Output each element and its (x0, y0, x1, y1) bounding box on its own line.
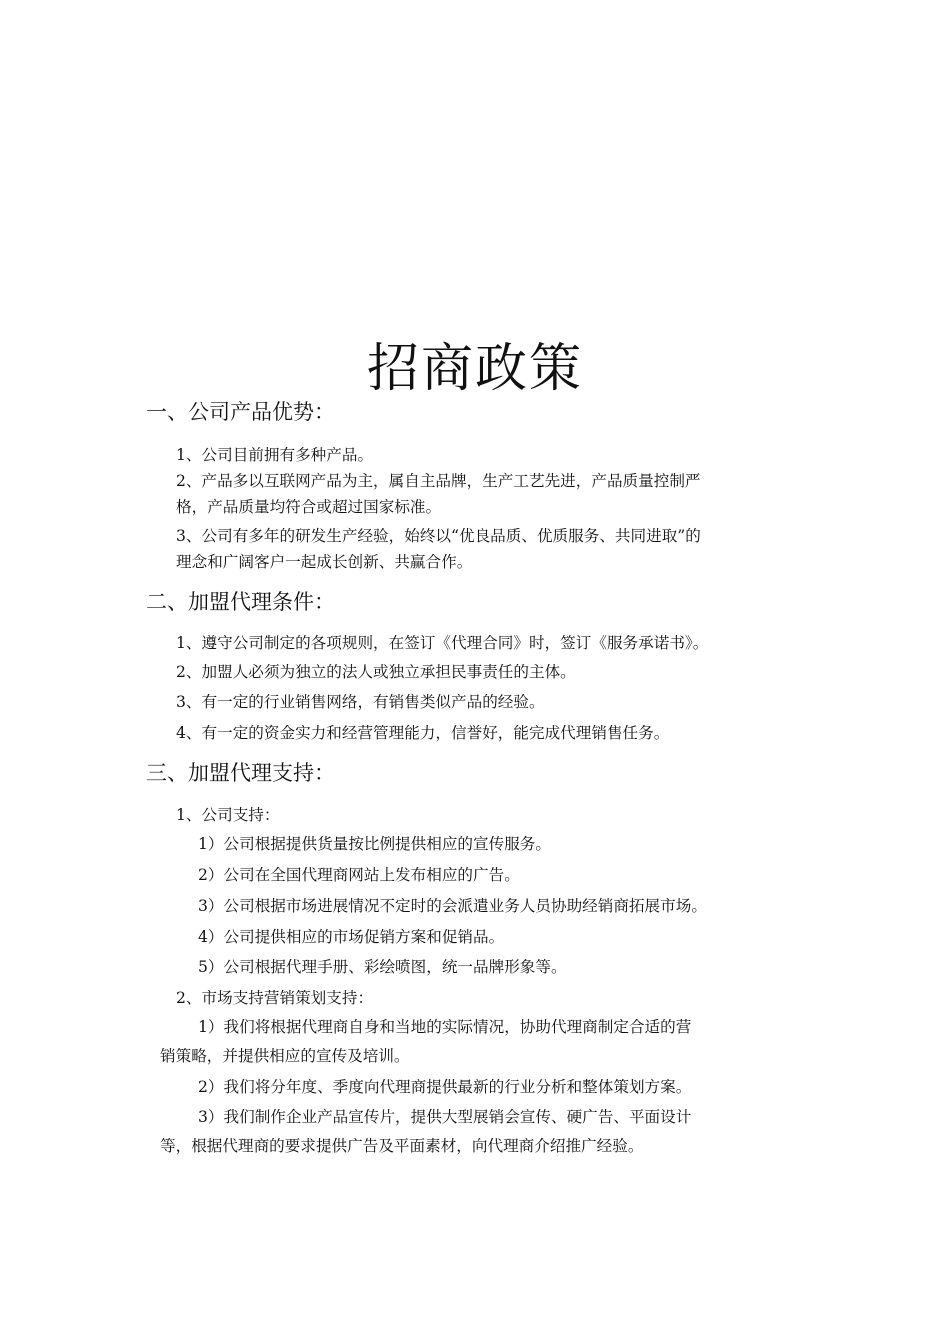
paragraph-line: 2、市场支持营销策划支持： (176, 989, 374, 1007)
paragraph-line: 3、有一定的行业销售网络，有销售类似产品的经验。 (176, 693, 545, 711)
paragraph-line: 2、产品多以互联网产品为主，属自主品牌，生产工艺先进，产品质量控制严 (176, 472, 701, 490)
section-heading-franchise-support: 三、加盟代理支持： (146, 761, 335, 785)
paragraph-line: 3、公司有多年的研发生产经验，始终以“优良品质、优质服务、共同进取”的 (176, 527, 701, 545)
paragraph-line: 1、公司支持： (176, 806, 280, 824)
paragraph-line: 3）公司根据市场进展情况不定时的会派遣业务人员协助经销商拓展市场。 (198, 897, 707, 915)
paragraph-line: 4、有一定的资金实力和经营管理能力，信誉好，能完成代理销售任务。 (176, 724, 670, 742)
paragraph-line: 1）公司根据提供货量按比例提供相应的宣传服务。 (198, 835, 551, 853)
paragraph-line: 3）我们制作企业产品宣传片，提供大型展销会宣传、硬广告、平面设计 (198, 1108, 692, 1126)
paragraph-line: 2）我们将分年度、季度向代理商提供最新的行业分析和整体策划方案。 (198, 1078, 692, 1096)
section-heading-franchise-conditions: 二、加盟代理条件： (146, 590, 335, 614)
section-heading-product-advantages: 一、公司产品优势： (146, 400, 335, 424)
paragraph-line: 1）我们将根据代理商自身和当地的实际情况，协助代理商制定合适的营 (198, 1018, 692, 1036)
paragraph-line: 等，根据代理商的要求提供广告及平面素材，向代理商介绍推广经验。 (160, 1137, 644, 1155)
paragraph-line: 理念和广阔客户一起成长创新、共赢合作。 (176, 553, 473, 571)
paragraph-line: 1、公司目前拥有多种产品。 (176, 446, 374, 464)
paragraph-line: 格，产品质量均符合或超过国家标准。 (176, 498, 442, 516)
paragraph-line: 销策略，并提供相应的宣传及培训。 (160, 1047, 410, 1065)
page-title: 招商政策 (366, 339, 583, 399)
paragraph-line: 1、遵守公司制定的各项规则，在签订《代理合同》时，签订《服务承诺书》。 (176, 634, 709, 652)
paragraph-line: 4）公司提供相应的市场促销方案和促销品。 (198, 928, 505, 946)
paragraph-line: 2）公司在全国代理商网站上发布相应的广告。 (198, 866, 520, 884)
paragraph-line: 5）公司根据代理手册、彩绘喷图，统一品牌形象等。 (198, 958, 567, 976)
paragraph-line: 2、加盟人必须为独立的法人或独立承担民事责任的主体。 (176, 663, 576, 681)
